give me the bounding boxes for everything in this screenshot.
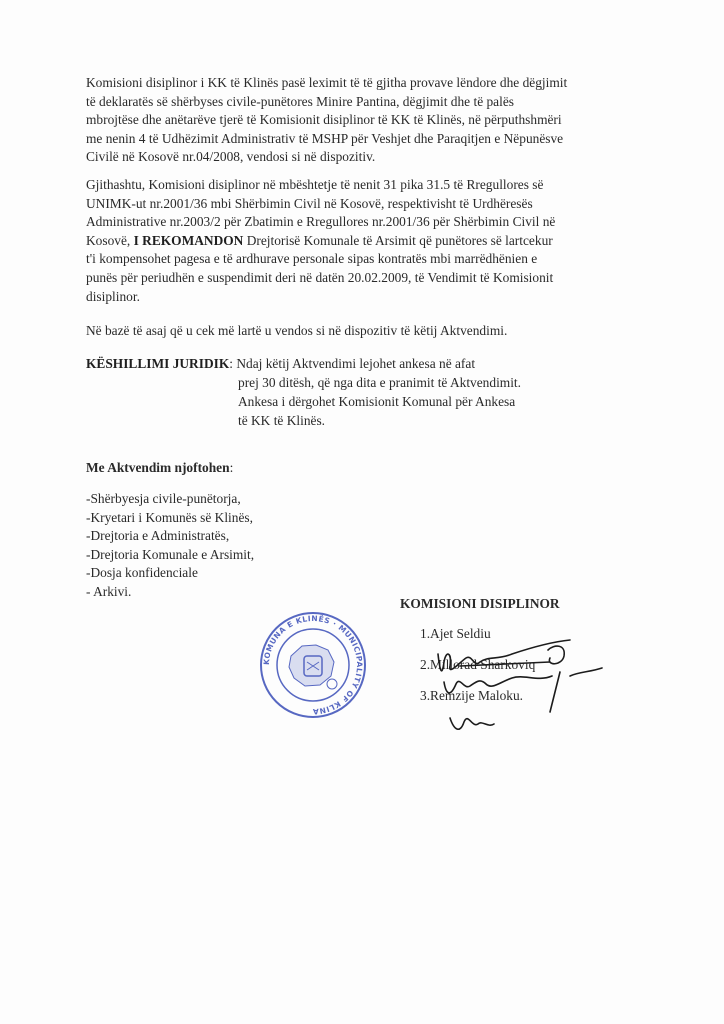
seal-text: KOMUNA E KLINËS · MUNICIPALITY OF KLINA (261, 613, 365, 717)
notified-title (86, 460, 233, 476)
text-line: Civilë në Kosovë nr.04/2008, vendosi si në dispozitiv. (86, 149, 376, 165)
paragraph-decision-basis (86, 74, 646, 167)
text-line: Në bazë të asaj që u cek më lartë u vendos si në dispozitiv të këtij Aktvendimi. (86, 323, 508, 338)
text-fragment: Kosovë, (86, 232, 134, 248)
member-name: 1.Ajet Seldiu (420, 626, 491, 641)
legal-advice-line: Ankesa i dërgohet Komisionit Komunal për Ankesa (238, 394, 516, 409)
legal-advice-line: të KK të Klinës. (238, 413, 326, 428)
notified-list (86, 490, 254, 602)
text-fragment: Drejtorisë Komunale të Arsimit që punëtores së lartcekur (243, 232, 553, 248)
list-item: -Dosja konfidenciale (86, 565, 198, 581)
recommendation-keyword: I REKOMANDON (133, 232, 244, 248)
notified-title-text: Me Aktvendim njoftohen (86, 460, 230, 475)
text-line (86, 232, 646, 251)
text-line: disiplinor. (86, 288, 140, 304)
text-line: Gjithashtu, Komisioni disiplinor në mbështetje të nenit 31 pika 31.5 të Rregullores së (86, 177, 544, 192)
member-name: 2.Millorad Sharkoviq (420, 657, 536, 672)
text-line: UNIMK-ut nr.2001/36 mbi Shërbimin Civil në Kosovë, respektivisht të Urdhëresës (86, 195, 533, 211)
list-item: -Drejtoria Komunale e Arsimit, (86, 546, 255, 562)
legal-advice-line: prej 30 ditësh, që nga dita e pranimit të Aktvendimit. (238, 375, 522, 390)
legal-advice (86, 354, 521, 430)
text-line: mbrojtëse dhe anëtarëve tjerë të Komisionit disiplinor të KK të Klinës, në përputhshmëri (86, 112, 562, 128)
text-line: Administrative nr.2003/2 për Zbatimin e Rregullores nr.2001/36 për Shërbimin Civil në (86, 214, 556, 230)
legal-advice-first-line (86, 354, 521, 373)
notified-title-colon: : (229, 460, 234, 475)
member-signatures (420, 632, 620, 752)
list-item: - Arkivi. (86, 583, 132, 599)
text-fragment: : (229, 356, 237, 371)
list-item: -Kryetari i Komunës së Klinës, (86, 509, 253, 525)
paragraph-conclusion (86, 322, 646, 341)
municipality-seal (258, 610, 368, 720)
text-line: punës për periudhën e suspendimit deri në datën 20.02.2009, të Vendimit të Komisionit (86, 269, 554, 285)
legal-advice-label: KËSHILLIMI JURIDIK (86, 356, 230, 371)
text-line: me nenin 4 të Udhëzimit Administrativ të MSHP për Veshjet dhe Paraqitjen e Nëpunësve (86, 130, 564, 146)
text-line: të deklaratës së shërbyses civile-punëtores Minire Pantina, dëgjimit dhe të palës (86, 93, 514, 109)
list-item: -Shërbyesja civile-punëtorja, (86, 491, 241, 506)
text-line: Komisioni disiplinor i KK të Klinës pasë leximit të të gjitha provave lëndore dhe dëgjimit (86, 75, 568, 90)
member-name: 3.Remzije Maloku. (420, 688, 524, 703)
paragraph-recommendation (86, 176, 646, 306)
text-fragment: Ndaj këtij Aktvendimi lejohet ankesa në afat (236, 356, 476, 371)
text-line: t'i kompensohet pagesa e të ardhurave personale sipas kontratës mbi marrëdhënien e (86, 251, 538, 267)
list-item: -Drejtoria e Administratës, (86, 528, 230, 544)
commission-title: KOMISIONI DISIPLINOR (400, 596, 560, 611)
